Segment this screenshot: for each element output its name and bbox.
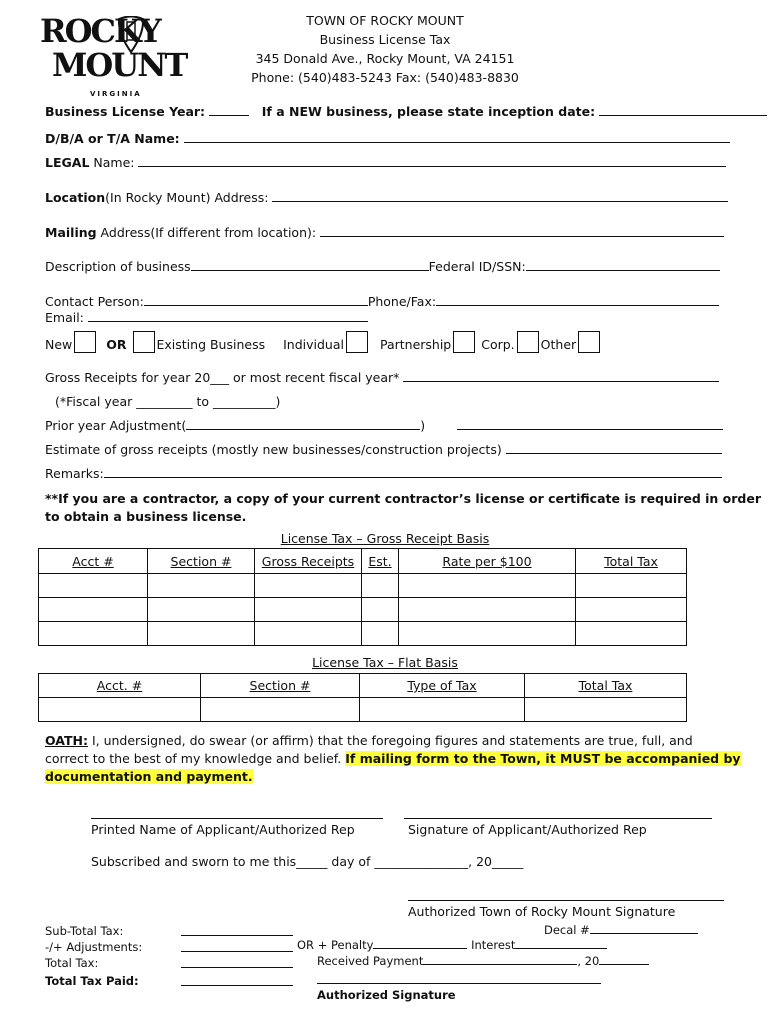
table-row[interactable]: [39, 698, 687, 722]
printed-name-label: Printed Name of Applicant/Authorized Rep: [91, 822, 355, 837]
received-field[interactable]: [423, 954, 577, 965]
authorized-signature-line[interactable]: [317, 983, 601, 984]
applicant-signature-line[interactable]: [404, 818, 712, 819]
inception-date-label: If a NEW business, please state inception date:: [261, 104, 596, 119]
table-header-row: [39, 549, 687, 574]
penalty-field[interactable]: [373, 938, 467, 949]
email-field[interactable]: [88, 310, 368, 322]
oath-highlight-1: If mailing form to the Town, it MUST be accompanied by: [345, 751, 741, 766]
contractor-note: [45, 490, 761, 526]
table-cell[interactable]: [525, 698, 687, 722]
column-header: Total Tax: [576, 549, 687, 574]
federal-id-label: Federal ID/SSN:: [428, 259, 526, 274]
individual-checkbox[interactable]: [346, 331, 368, 353]
table-cell[interactable]: [39, 574, 148, 598]
estimate-row: [45, 442, 722, 457]
received-label: Received Payment: [317, 954, 424, 968]
flat-basis-table: [38, 673, 687, 722]
table-cell[interactable]: [148, 622, 255, 646]
sworn-statement: Subscribed and sworn to me this_____ day of _______________, 20_____: [91, 854, 524, 869]
table-cell[interactable]: [255, 598, 362, 622]
dba-field[interactable]: [184, 131, 730, 143]
remarks-label: Remarks:: [45, 466, 104, 481]
column-header: Acct. #: [39, 674, 201, 698]
description-field[interactable]: [191, 259, 429, 271]
location-label: (In Rocky Mount) Address:: [105, 190, 269, 205]
federal-id-field[interactable]: [526, 259, 720, 271]
gross-table-title: License Tax – Gross Receipt Basis: [280, 531, 490, 546]
description-label: Description of business: [45, 259, 191, 274]
partnership-checkbox[interactable]: [453, 331, 475, 353]
remarks-row: [45, 466, 722, 481]
total-paid-label: Total Tax Paid:: [45, 974, 139, 988]
column-header: Rate per $100: [399, 549, 576, 574]
logo-state: VIRGINIA: [90, 90, 142, 98]
email-label: Email:: [45, 310, 84, 325]
gross-receipts-field[interactable]: [403, 370, 719, 382]
contractor-note-line-2: to obtain a business license.: [45, 509, 247, 524]
applicant-signature-label: Signature of Applicant/Authorized Rep: [408, 822, 647, 837]
table-cell[interactable]: [362, 622, 399, 646]
header-address: 345 Donald Ave., Rocky Mount, VA 24151: [255, 51, 515, 66]
column-header: Est.: [362, 549, 399, 574]
other-label: Other: [540, 337, 577, 352]
license-year-label: Business License Year:: [45, 104, 206, 119]
column-header: Total Tax: [525, 674, 687, 698]
table-cell[interactable]: [362, 598, 399, 622]
business-type-row: [45, 331, 602, 353]
contact-row: [45, 294, 719, 309]
column-header: Gross Receipts: [255, 549, 362, 574]
estimate-label: Estimate of gross receipts (mostly new businesses/construction projects): [45, 442, 502, 457]
interest-label: Interest: [471, 938, 516, 952]
penalty-label: OR + Penalty: [297, 938, 374, 952]
prior-year-label: Prior year Adjustment(: [45, 418, 187, 433]
town-signature-label: Authorized Town of Rocky Mount Signature: [408, 904, 676, 919]
mailing-label-bold: Mailing: [45, 225, 97, 240]
gross-receipts-label: Gross Receipts for year 20___ or most recent fiscal year*: [45, 370, 400, 385]
authorized-signature-label: Authorized Signature: [317, 988, 456, 1002]
column-header: Section #: [148, 549, 255, 574]
location-label-bold: Location: [45, 190, 106, 205]
table-cell[interactable]: [576, 598, 687, 622]
table-cell[interactable]: [39, 622, 148, 646]
table-header-row: [39, 674, 687, 698]
header-phone: Phone: (540)483-5243 Fax: (540)483-8830: [251, 70, 519, 85]
or-label: OR: [106, 337, 127, 352]
dba-label: D/B/A or T/A Name:: [45, 131, 180, 146]
table-row[interactable]: [39, 598, 687, 622]
inception-date-field[interactable]: [599, 104, 767, 116]
table-cell[interactable]: [399, 598, 576, 622]
received-year-label: , 20: [577, 954, 600, 968]
table-cell[interactable]: [201, 698, 360, 722]
existing-label: Existing Business: [156, 337, 266, 352]
remarks-field[interactable]: [104, 466, 722, 478]
table-cell[interactable]: [255, 622, 362, 646]
penalty-row: [297, 938, 607, 952]
contractor-note-line-1: **If you are a contractor, a copy of your current contractor’s license or certificate is required in order: [45, 491, 761, 506]
table-cell[interactable]: [576, 574, 687, 598]
table-cell[interactable]: [39, 698, 201, 722]
table-cell[interactable]: [255, 574, 362, 598]
subtotal-label: Sub-Total Tax:: [45, 924, 124, 938]
interest-field[interactable]: [515, 938, 607, 949]
table-cell[interactable]: [362, 574, 399, 598]
phone-fax-field[interactable]: [436, 294, 719, 306]
new-label: New: [45, 337, 73, 352]
estimate-field[interactable]: [506, 442, 722, 454]
phone-fax-label: Phone/Fax:: [367, 294, 437, 309]
document-header: [0, 11, 770, 87]
table-row[interactable]: [39, 574, 687, 598]
received-row: [317, 954, 649, 968]
partnership-label: Partnership: [379, 337, 452, 352]
prior-year-close: ): [420, 418, 426, 433]
column-header: Section #: [201, 674, 360, 698]
oath-text-2: correct to the best of my knowledge and belief.: [45, 751, 346, 766]
table-cell[interactable]: [576, 622, 687, 646]
individual-label: Individual: [283, 337, 344, 352]
table-cell[interactable]: [399, 622, 576, 646]
table-cell[interactable]: [148, 598, 255, 622]
description-row: [45, 259, 720, 274]
license-year-field[interactable]: [209, 104, 249, 116]
fiscal-year-row: (*Fiscal year _________ to __________): [55, 394, 281, 409]
table-cell[interactable]: [360, 698, 525, 722]
corp-checkbox[interactable]: [517, 331, 539, 353]
logo-word-mount: MOUNT: [52, 46, 187, 84]
decal-field[interactable]: [590, 923, 698, 934]
gross-receipts-row: [45, 370, 719, 385]
received-year-field[interactable]: [599, 954, 649, 965]
flat-table-title: License Tax – Flat Basis: [312, 655, 458, 670]
decal-row: [544, 923, 698, 937]
subtotal-field[interactable]: [181, 935, 293, 936]
legal-name-row: [45, 155, 726, 170]
legal-label: Name:: [89, 155, 135, 170]
table-row[interactable]: [39, 622, 687, 646]
header-form-title: Business License Tax: [319, 32, 451, 47]
location-row: [45, 190, 728, 205]
town-signature-line[interactable]: [408, 900, 724, 901]
contact-field[interactable]: [144, 294, 368, 306]
contact-label: Contact Person:: [45, 294, 144, 309]
mailing-field[interactable]: [320, 225, 724, 237]
header-town: TOWN OF ROCKY MOUNT: [306, 13, 464, 28]
printed-name-line[interactable]: [91, 818, 383, 819]
location-field[interactable]: [272, 190, 728, 202]
dba-row: [45, 131, 730, 146]
oath-text-1: I, undersigned, do swear (or affirm) that the foregoing figures and statements are true, full, and: [87, 733, 693, 748]
prior-year-row: [45, 418, 723, 433]
oath-statement: [45, 732, 741, 786]
prior-year-amount-field[interactable]: [457, 418, 723, 430]
mailing-row: [45, 225, 724, 240]
column-header: Acct #: [39, 549, 148, 574]
table-cell[interactable]: [399, 574, 576, 598]
adjustments-label: -/+ Adjustments:: [45, 940, 143, 954]
mailing-label: Address(If different from location):: [96, 225, 317, 240]
total-paid-field[interactable]: [181, 985, 293, 986]
adjustments-field[interactable]: [181, 951, 293, 952]
corp-label: Corp.: [481, 337, 515, 352]
new-checkbox[interactable]: [74, 331, 96, 353]
email-row: [45, 310, 368, 325]
column-header: Type of Tax: [360, 674, 525, 698]
legal-label-bold: LEGAL: [45, 155, 90, 170]
gross-receipt-table: [38, 548, 687, 646]
existing-checkbox[interactable]: [133, 331, 155, 353]
legal-name-field[interactable]: [138, 155, 726, 167]
decal-label: Decal #: [544, 923, 590, 937]
oath-label: OATH:: [45, 733, 88, 748]
total-tax-label: Total Tax:: [45, 956, 99, 970]
other-checkbox[interactable]: [578, 331, 600, 353]
total-tax-field[interactable]: [181, 967, 293, 968]
prior-year-field[interactable]: [186, 418, 420, 430]
logo-word-rocky: ROCKY: [40, 12, 160, 50]
table-cell[interactable]: [39, 598, 148, 622]
oath-highlight-2: documentation and payment.: [45, 769, 253, 784]
table-cell[interactable]: [148, 574, 255, 598]
license-year-row: [45, 104, 767, 119]
office-labels: [45, 923, 142, 989]
